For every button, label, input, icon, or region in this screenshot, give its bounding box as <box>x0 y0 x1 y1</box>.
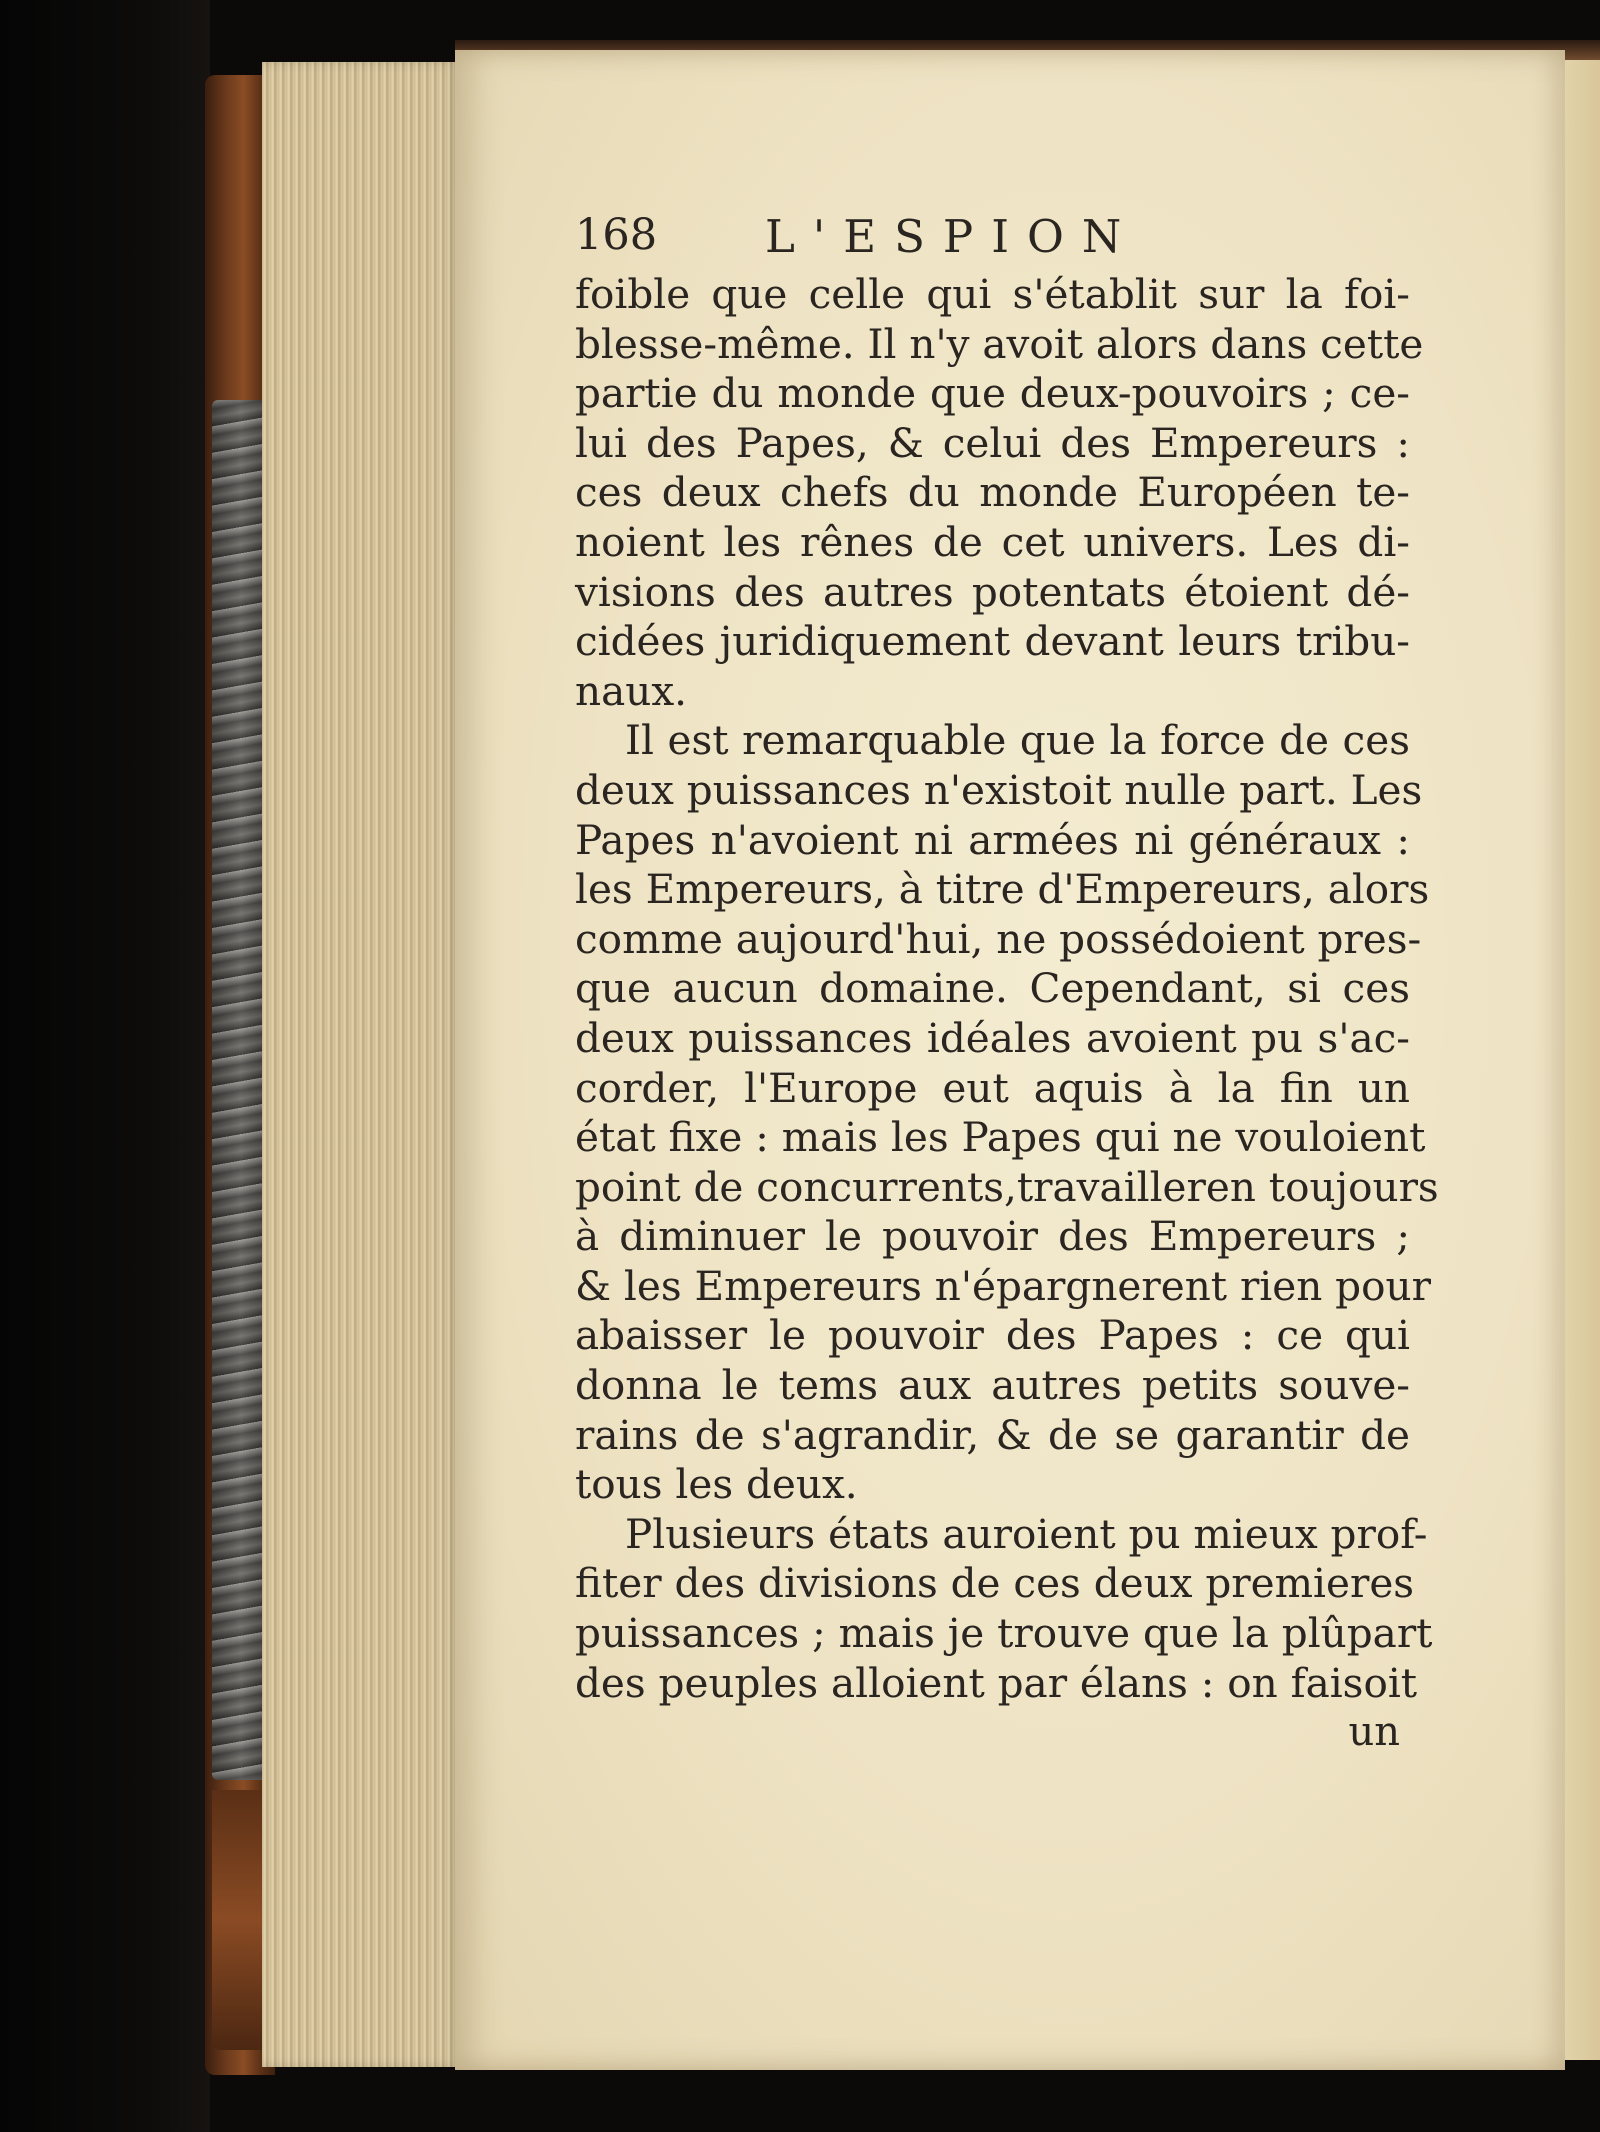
paragraph-2 <box>575 716 1439 1510</box>
text-line: des peuples alloient par élans : on faisoit <box>575 1658 1418 1707</box>
text-line: Papes n'avoient ni armées ni généraux : <box>575 815 1410 864</box>
text-line: cidées juridiquement devant leurs tribu- <box>575 617 1410 666</box>
text-line: lui des Papes, & celui des Empereurs : <box>575 418 1410 467</box>
text-line: donna le tems aux autres petits souve- <box>575 1361 1410 1410</box>
page-text <box>575 210 1439 1758</box>
text-line: que aucun domaine. Cependant, si ces <box>575 964 1410 1013</box>
paragraph-3 <box>575 1509 1433 1708</box>
text-line: fiter des divisions de ces deux premieres <box>575 1559 1415 1608</box>
text-line: deux puissances n'existoit nulle part. Les <box>575 765 1423 814</box>
text-line: ces deux chefs du monde Européen te- <box>575 468 1410 517</box>
text-line: les Empereurs, à titre d'Empereurs, alors <box>575 865 1430 914</box>
catchword: un <box>1348 1709 1400 1756</box>
text-line: deux puissances idéales avoient pu s'ac- <box>575 1013 1410 1062</box>
page-header <box>575 210 1410 270</box>
text-line: & les Empereurs n'épargnerent rien pour <box>575 1261 1431 1310</box>
text-line: tous les deux. <box>575 1460 858 1509</box>
text-line: Il est remarquable que la force de ces <box>625 716 1410 765</box>
text-line: noient les rênes de cet univers. Les di- <box>575 517 1410 566</box>
text-line: point de concurrents,travailleren toujours <box>575 1162 1439 1211</box>
text-line: à diminuer le pouvoir des Empereurs ; <box>575 1212 1410 1261</box>
text-line: blesse-même. Il n'y avoit alors dans cette <box>575 319 1424 368</box>
background-dark <box>0 0 210 2132</box>
text-line: partie du monde que deux-pouvoirs ; ce- <box>575 369 1410 418</box>
text-line: abaisser le pouvoir des Papes : ce qui <box>575 1311 1410 1360</box>
text-line: Plusieurs états auroient pu mieux prof- <box>625 1509 1428 1558</box>
page-number: 168 <box>575 210 658 260</box>
text-line: comme aujourd'hui, ne possédoient pres- <box>575 914 1422 963</box>
page-edges <box>262 62 462 2067</box>
text-line: foible que celle qui s'établit sur la foi- <box>575 270 1410 318</box>
running-title: L'ESPION <box>765 210 1140 263</box>
text-line: puissances ; mais je trouve que la plûpart <box>575 1609 1433 1658</box>
text-line: corder, l'Europe eut aquis à la fin un <box>575 1063 1410 1112</box>
text-line: visions des autres potentats étoient dé- <box>575 567 1410 616</box>
text-line: état fixe : mais les Papes qui ne vouloient <box>575 1113 1426 1162</box>
text-line: rains de s'agrandir, & de se garantir de <box>575 1410 1410 1459</box>
text-line: naux. <box>575 666 688 715</box>
paragraph-1 <box>575 270 1424 716</box>
